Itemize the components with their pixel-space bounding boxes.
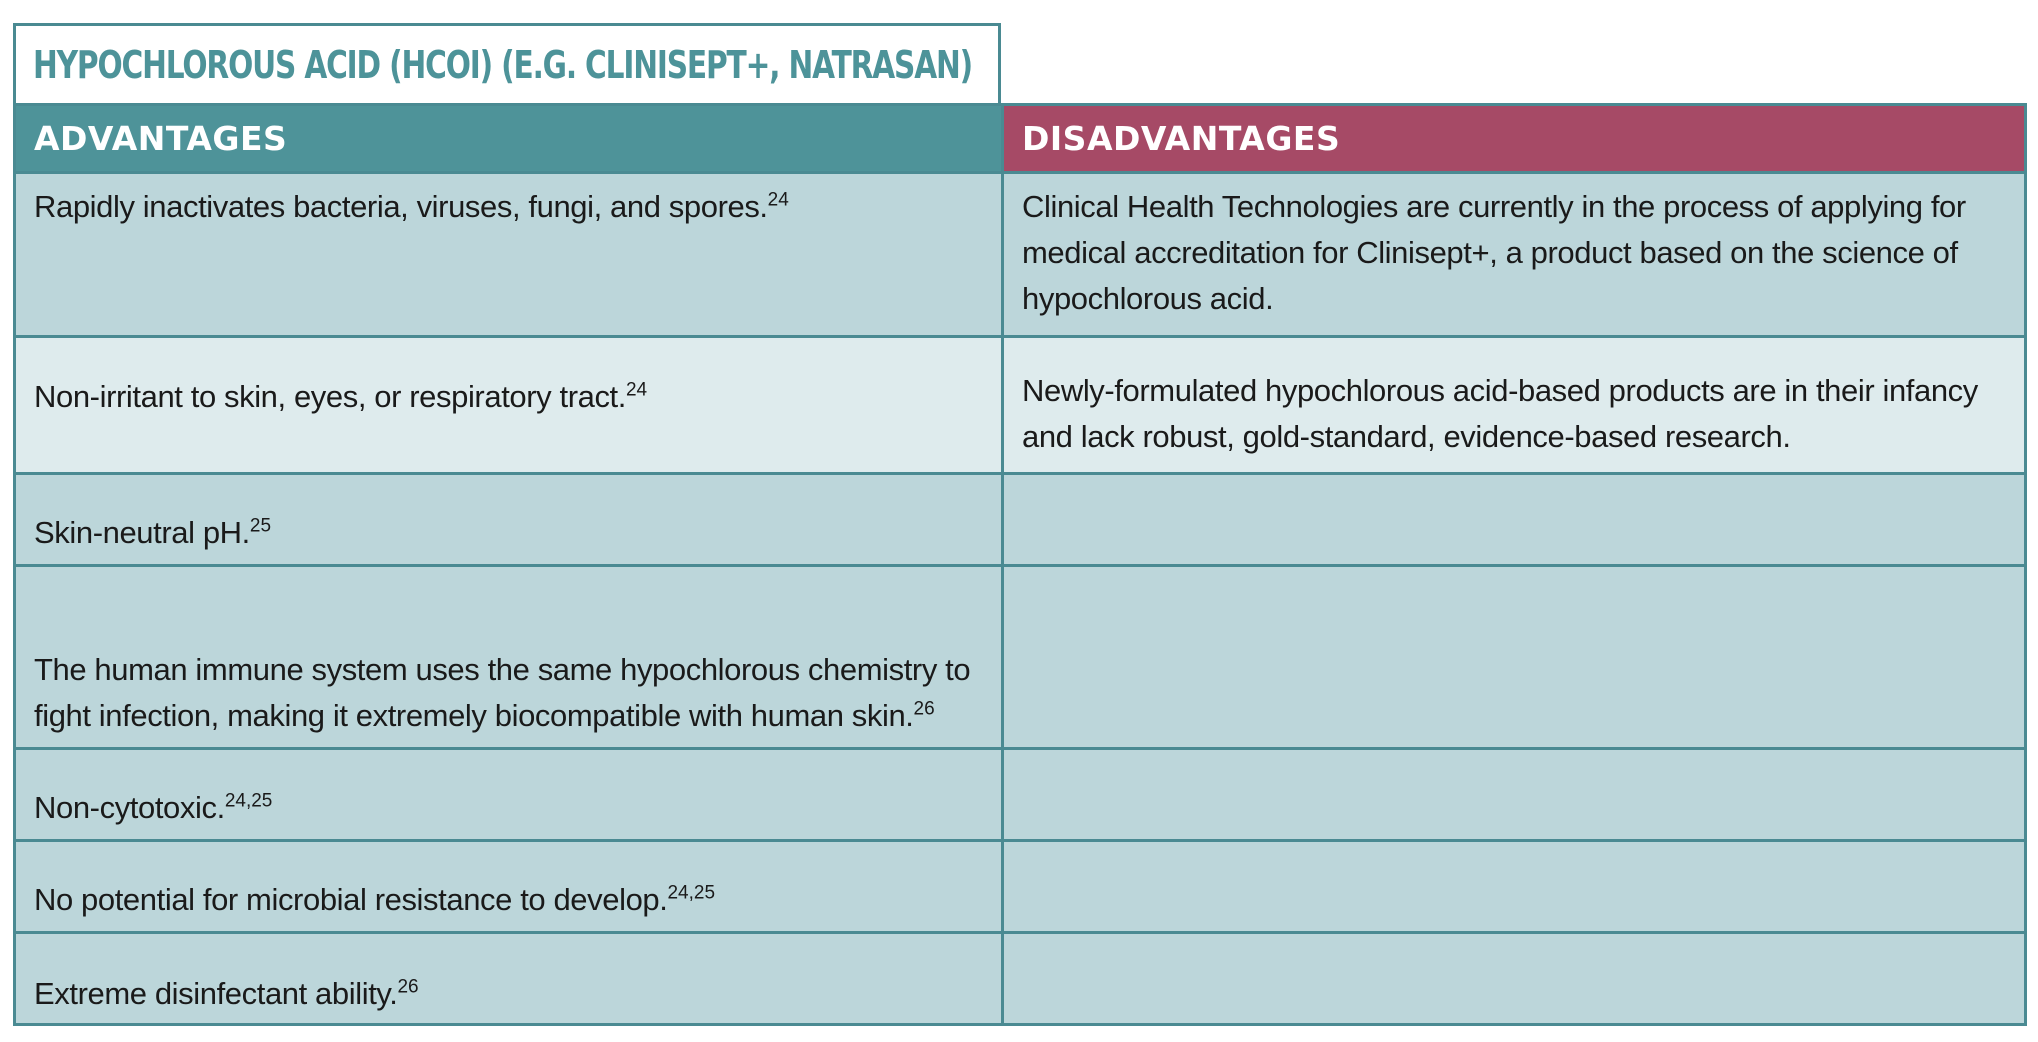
advantage-text: The human immune system uses the same hypochlorous chemistry to fight infection, making it extremely biocompatible with human skin.	[34, 652, 971, 733]
advantages-disadvantages-table	[13, 103, 2027, 1026]
reference-superscript: 24,25	[667, 882, 716, 904]
disadvantage-text: Newly-formulated hypochlorous acid-based products are in their infancy and lack robust, gold-standard, evidence-based research.	[1022, 373, 1978, 454]
table-row	[15, 337, 2026, 474]
disadvantage-cell	[1003, 933, 2026, 1025]
disadvantage-cell	[1003, 566, 2026, 749]
reference-superscript: 24,25	[224, 790, 273, 812]
advantage-text: Extreme disinfectant ability.	[34, 976, 398, 1011]
advantage-text: Rapidly inactivates bacteria, viruses, fungi, and spores.	[34, 189, 768, 224]
table-row	[15, 173, 2026, 337]
advantage-cell	[15, 933, 1003, 1025]
header-row	[15, 105, 2026, 173]
reference-superscript: 25	[249, 515, 272, 537]
advantage-cell	[15, 337, 1003, 474]
advantage-cell	[15, 173, 1003, 337]
advantages-header: ADVANTAGES	[15, 105, 1003, 173]
reference-superscript: 24	[625, 379, 648, 401]
disadvantage-cell	[1003, 749, 2026, 841]
disadvantage-cell	[1003, 337, 2026, 474]
table-row	[15, 749, 2026, 841]
reference-superscript: 26	[913, 698, 935, 720]
advantage-cell	[15, 474, 1003, 566]
disadvantage-cell	[1003, 474, 2026, 566]
advantage-cell	[15, 566, 1003, 749]
advantage-cell	[15, 749, 1003, 841]
disadvantage-cell	[1003, 841, 2026, 933]
advantage-text: Non-irritant to skin, eyes, or respiratory tract.	[34, 379, 626, 414]
reference-superscript: 24	[767, 189, 789, 211]
disadvantage-cell	[1003, 173, 2026, 337]
table-row	[15, 933, 2026, 1025]
advantage-text: No potential for microbial resistance to develop.	[34, 882, 668, 917]
table-title: HYPOCHLOROUS ACID (HCOI) (E.G. CLINISEPT+, NATRASAN)	[33, 42, 973, 87]
table-title-box	[13, 23, 1001, 103]
disadvantages-header: DISADVANTAGES	[1003, 105, 2026, 173]
advantage-cell	[15, 841, 1003, 933]
reference-superscript: 26	[397, 976, 419, 998]
table-row	[15, 474, 2026, 566]
advantage-text: Non-cytotoxic.	[34, 790, 225, 825]
table-row	[15, 566, 2026, 749]
disadvantage-text: Clinical Health Technologies are currently in the process of applying for medical accreditation for Clinisept+, a product based on the science of hypochlorous acid.	[1022, 189, 1966, 316]
table-row	[15, 841, 2026, 933]
advantage-text: Skin-neutral pH.	[34, 515, 250, 550]
